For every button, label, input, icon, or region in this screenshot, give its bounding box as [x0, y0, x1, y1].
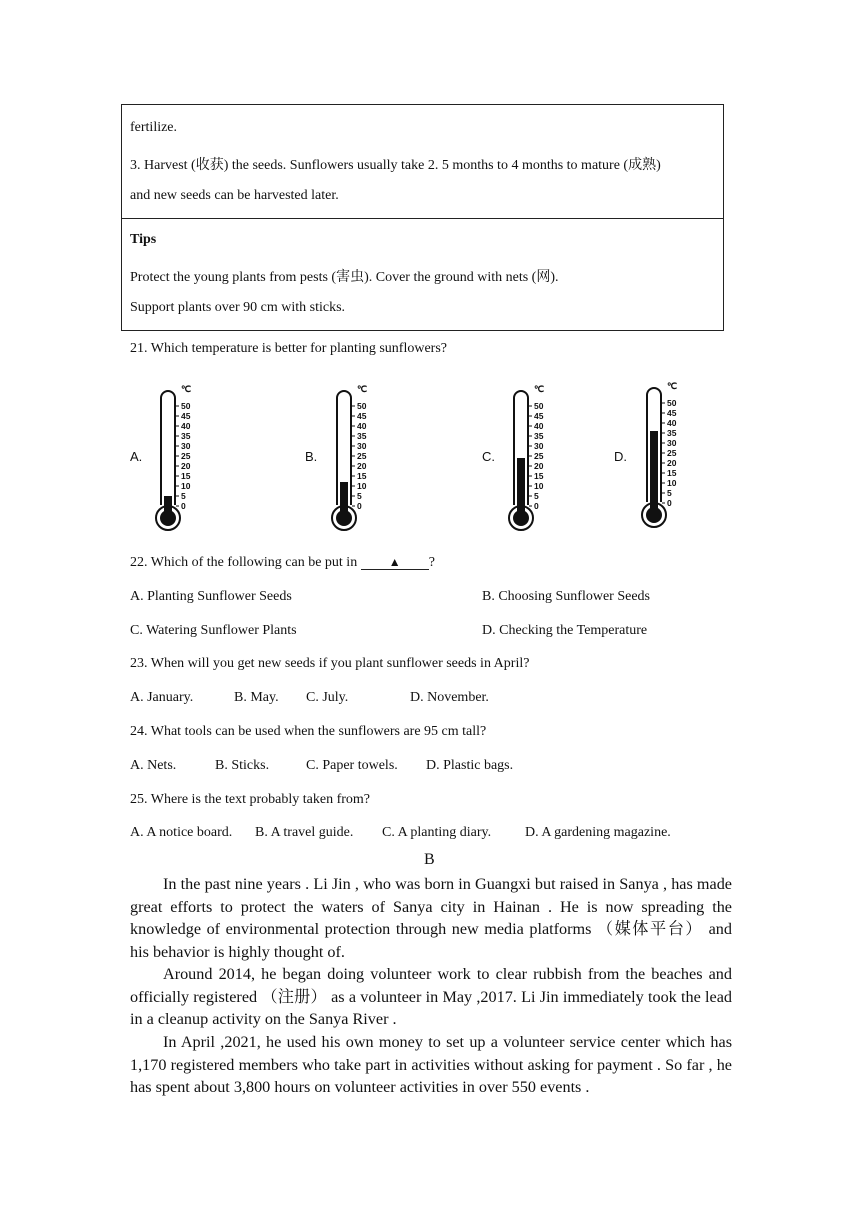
thermometer-tick-label: 0 [181, 501, 186, 511]
thermometer-tick-label: 45 [667, 408, 677, 418]
q23-option-d[interactable]: D. November. [410, 690, 489, 705]
thermometer-tick-label: 15 [534, 471, 544, 481]
thermometer-tick-label: 15 [181, 471, 191, 481]
passage-paragraph: In April ,2021, he used his own money to set up a volunteer service center which has 1,170 registered members who take part in activities without asking for payment . So far , he has spent about 3,800 hours on volunteer activities in over 550 events . [130, 1033, 732, 1097]
q23-option-a[interactable]: A. January. [130, 690, 194, 705]
thermometer-tick-label: 30 [667, 438, 677, 448]
q22-option-c[interactable]: C. Watering Sunflower Plants [130, 623, 297, 638]
thermometer-tick-label: 5 [667, 488, 672, 498]
thermometer-tick-label: 40 [667, 418, 677, 428]
option-c-label[interactable]: C. [482, 449, 495, 464]
q23-option-b[interactable]: B. May. [234, 690, 279, 705]
thermometer-tick-label: 0 [667, 498, 672, 508]
question-22-text: 22. Which of the following can be put in [130, 555, 361, 570]
thermometer-tick-label: 20 [667, 458, 677, 468]
thermometer-tick-label: 10 [181, 481, 191, 491]
passage-paragraph: In the past nine years . Li Jin , who was born in Guangxi but raised in Sanya , has made great efforts to protect the waters of Sanya city in Hainan . He is now spreading the knowledge of environmental protection through new media platforms （媒体平台） and his behavior is highly thought of. [130, 875, 732, 961]
thermometer-tick-label: 10 [357, 481, 367, 491]
thermometer-mercury [340, 482, 348, 513]
option-b-label[interactable]: B. [305, 449, 318, 464]
thermometer-tick-label: 40 [181, 421, 191, 431]
q24-option-b[interactable]: B. Sticks. [215, 758, 270, 773]
thermometer-unit: ℃ [667, 381, 678, 391]
q25-option-b[interactable]: B. A travel guide. [255, 825, 354, 840]
thermometer-tick-label: 20 [534, 461, 544, 471]
thermometer-tick-label: 0 [357, 501, 362, 511]
thermometer-tube [161, 391, 175, 505]
thermometer-tick-label: 40 [357, 421, 367, 431]
thermometer-b-icon [326, 383, 386, 535]
thermometer-tick-label: 45 [534, 411, 544, 421]
thermometer-mercury [517, 458, 525, 513]
instructions-line: and new seeds can be harvested later. [130, 188, 339, 203]
question-22-end: ? [428, 555, 435, 570]
thermometer-tick-label: 25 [534, 451, 544, 461]
thermometer-tick-label: 5 [534, 491, 539, 501]
thermometer-tick-label: 25 [667, 448, 677, 458]
thermometer-tick-label: 50 [534, 401, 544, 411]
question-25: 25. Where is the text probably taken from? [130, 792, 370, 807]
thermometer-tick-label: 30 [181, 441, 191, 451]
thermometer-tick-label: 30 [534, 441, 544, 451]
thermometer-tick-label: 5 [357, 491, 362, 501]
thermometer-tick-label: 25 [181, 451, 191, 461]
thermometer-tick-label: 45 [181, 411, 191, 421]
thermometer-tick-label: 5 [181, 491, 186, 501]
thermometer-tick-label: 0 [534, 501, 539, 511]
tips-box [121, 217, 724, 331]
thermometer-tick-label: 40 [534, 421, 544, 431]
thermometer-c-icon [503, 383, 563, 535]
section-b-heading: B [424, 851, 435, 868]
question-22 [130, 555, 435, 571]
thermometer-a-icon [150, 383, 210, 535]
instructions-box [121, 104, 724, 219]
q22-option-b[interactable]: B. Choosing Sunflower Seeds [482, 589, 650, 604]
thermometer-tick-label: 50 [181, 401, 191, 411]
thermometer-tick-label: 35 [357, 431, 367, 441]
thermometer-tick-label: 20 [357, 461, 367, 471]
q24-option-a[interactable]: A. Nets. [130, 758, 177, 773]
thermometer-tick-label: 35 [181, 431, 191, 441]
passage-paragraph: Around 2014, he began doing volunteer work to clear rubbish from the beaches and officially registered （注册） as a volunteer in May ,2017. Li Jin immediately took the lead in a cleanup activity on the Sanya River . [130, 965, 732, 1029]
q25-option-a[interactable]: A. A notice board. [130, 825, 233, 840]
thermometer-tick-label: 35 [534, 431, 544, 441]
q25-option-d[interactable]: D. A gardening magazine. [525, 825, 671, 840]
thermometer-tick-label: 45 [357, 411, 367, 421]
option-a-label[interactable]: A. [130, 449, 143, 464]
tips-title: Tips [130, 232, 157, 247]
instructions-line: 3. Harvest (收获) the seeds. Sunflowers usually take 2. 5 months to 4 months to mature (成熟) [130, 158, 661, 173]
thermometer-unit: ℃ [357, 384, 368, 394]
thermometer-mercury [650, 431, 658, 510]
thermometer-d-icon [636, 380, 696, 532]
thermometer-tick-label: 20 [181, 461, 191, 471]
tips-line: Support plants over 90 cm with sticks. [130, 300, 346, 315]
tips-line: Protect the young plants from pests (害虫). Cover the ground with nets (网). [130, 270, 559, 285]
thermometer-tick-label: 15 [667, 468, 677, 478]
thermometer-tick-label: 35 [667, 428, 677, 438]
thermometer-tick-label: 50 [357, 401, 367, 411]
q24-option-c[interactable]: C. Paper towels. [306, 758, 398, 773]
question-23: 23. When will you get new seeds if you plant sunflower seeds in April? [130, 656, 530, 671]
thermometer-unit: ℃ [534, 384, 545, 394]
thermometer-tick-label: 15 [357, 471, 367, 481]
thermometer-tick-label: 30 [357, 441, 367, 451]
q22-option-d[interactable]: D. Checking the Temperature [482, 623, 648, 638]
thermometer-tick-label: 50 [667, 398, 677, 408]
q24-option-d[interactable]: D. Plastic bags. [426, 758, 514, 773]
thermometer-tick-label: 10 [534, 481, 544, 491]
instructions-line: fertilize. [130, 120, 178, 135]
option-d-label[interactable]: D. [614, 449, 627, 464]
thermometer-tick-label: 25 [357, 451, 367, 461]
q22-option-a[interactable]: A. Planting Sunflower Seeds [130, 589, 292, 604]
question-24: 24. What tools can be used when the sunflowers are 95 cm tall? [130, 724, 487, 739]
question-21: 21. Which temperature is better for planting sunflowers? [130, 341, 447, 356]
q23-option-c[interactable]: C. July. [306, 690, 349, 705]
answer-blank: ▲ [361, 555, 429, 570]
thermometer-tick-label: 10 [667, 478, 677, 488]
thermometer-mercury [164, 496, 172, 513]
thermometer-unit: ℃ [181, 384, 192, 394]
q25-option-c[interactable]: C. A planting diary. [382, 825, 492, 840]
